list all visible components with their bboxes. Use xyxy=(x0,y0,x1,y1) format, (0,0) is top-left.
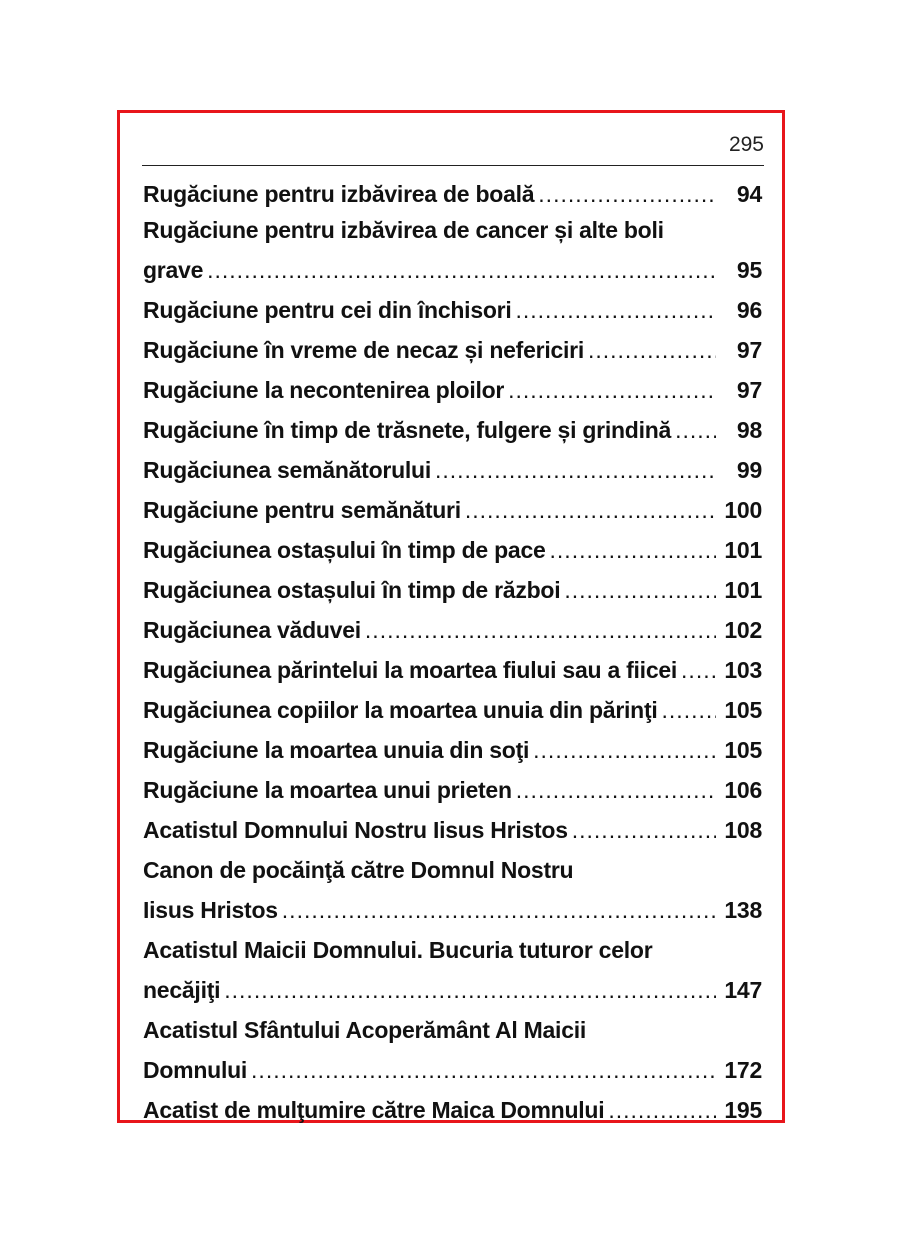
toc-entry[interactable] xyxy=(143,612,762,652)
toc-entry-title: Rugăciune în timp de trăsnete, fulgere și grindină xyxy=(143,417,672,443)
toc-entry[interactable] xyxy=(143,932,762,1012)
dot-leader xyxy=(282,892,716,928)
toc-entry-page: 108 xyxy=(724,817,762,843)
dot-leader xyxy=(564,572,716,608)
toc-entry-title: Acatistul Maicii Domnului. Bucuria tuturor celor xyxy=(143,937,653,963)
toc-entry[interactable] xyxy=(143,332,762,372)
dot-leader xyxy=(662,692,716,728)
toc-entry[interactable] xyxy=(143,292,762,332)
toc-entry-page: 99 xyxy=(736,457,762,483)
toc-entry[interactable] xyxy=(143,692,762,732)
dot-leader xyxy=(516,772,716,808)
toc-entry-page: 106 xyxy=(724,777,762,803)
toc-entry-title: Acatist de mulţumire către Maica Domnului xyxy=(143,1097,605,1123)
toc-entry[interactable] xyxy=(143,212,762,292)
toc-entry-title: grave xyxy=(143,257,204,283)
toc-entry[interactable] xyxy=(143,772,762,812)
toc-entry-title: Rugăciune pentru semănături xyxy=(143,497,461,523)
toc-entry[interactable] xyxy=(143,532,762,572)
toc-entry-title: Rugăciune pentru izbăvirea de cancer și alte boli xyxy=(143,217,664,243)
toc-entry-page: 102 xyxy=(724,617,762,643)
dot-leader xyxy=(207,252,716,288)
toc-entry-title: Rugăciunea văduvei xyxy=(143,617,361,643)
dot-leader xyxy=(508,372,716,408)
dot-leader xyxy=(533,732,716,768)
dot-leader xyxy=(365,612,716,648)
dot-leader xyxy=(681,652,716,688)
toc-entry[interactable] xyxy=(143,412,762,452)
dot-leader xyxy=(516,292,717,328)
toc-entry-title: Rugăciunea ostașului în timp de război xyxy=(143,577,561,603)
toc-entry[interactable] xyxy=(143,176,762,212)
dot-leader xyxy=(572,812,716,848)
toc-entry[interactable] xyxy=(143,652,762,692)
toc-entry-page: 103 xyxy=(724,657,762,683)
toc-entry[interactable] xyxy=(143,492,762,532)
dot-leader xyxy=(224,972,716,1008)
header-rule xyxy=(142,165,764,166)
dot-leader xyxy=(538,176,716,212)
toc-entry-title: Rugăciune pentru izbăvirea de boală xyxy=(143,181,535,207)
toc-entry-page: 195 xyxy=(724,1097,762,1123)
toc-entry-title: Rugăciunea părintelui la moartea fiului sau a fiicei xyxy=(143,657,678,683)
dot-leader xyxy=(251,1052,716,1088)
toc-entry-title: Acatistul Domnului Nostru Iisus Hristos xyxy=(143,817,568,843)
toc-entry-title: necăjiţi xyxy=(143,977,221,1003)
toc-entry-page: 147 xyxy=(724,977,762,1003)
toc-entry[interactable] xyxy=(143,1092,762,1132)
toc-entry-page: 96 xyxy=(736,297,762,323)
toc-entry[interactable] xyxy=(143,572,762,612)
toc-entry[interactable] xyxy=(143,372,762,412)
toc-entry[interactable] xyxy=(143,452,762,492)
toc-entry-title: Canon de pocăinţă către Domnul Nostru xyxy=(143,857,574,883)
toc-entry-title: Rugăciune pentru cei din închisori xyxy=(143,297,512,323)
toc-entry[interactable] xyxy=(143,1012,762,1092)
toc-entry-page: 138 xyxy=(724,897,762,923)
toc-entry-page: 101 xyxy=(724,537,762,563)
dot-leader xyxy=(550,532,716,568)
toc-entry-page: 105 xyxy=(724,697,762,723)
dot-leader xyxy=(435,452,716,488)
toc-entry-page: 95 xyxy=(736,257,762,283)
dot-leader xyxy=(465,492,716,528)
toc-entry-title: Rugăciunea copiilor la moartea unuia din părinţi xyxy=(143,697,658,723)
toc-entry-title: Rugăciunea ostașului în timp de pace xyxy=(143,537,546,563)
toc-entry-title: Acatistul Sfântului Acoperământ Al Maicii xyxy=(143,1017,587,1043)
table-of-contents xyxy=(143,176,762,1132)
toc-entry-page: 97 xyxy=(736,337,762,363)
toc-entry[interactable] xyxy=(143,812,762,852)
toc-entry-title: Iisus Hristos xyxy=(143,897,278,923)
toc-entry-title: Rugăciune în vreme de necaz și nefericiri xyxy=(143,337,584,363)
toc-entry[interactable] xyxy=(143,852,762,932)
toc-entry-page: 100 xyxy=(724,497,762,523)
page-number: 295 xyxy=(728,133,764,156)
toc-entry-title: Rugăciune la moartea unuia din soţi xyxy=(143,737,530,763)
toc-entry-title: Domnului xyxy=(143,1057,248,1083)
dot-leader xyxy=(588,332,716,368)
dot-leader xyxy=(675,412,716,448)
dot-leader xyxy=(608,1092,716,1128)
toc-entry[interactable] xyxy=(143,732,762,772)
toc-entry-title: Rugăciune la moartea unui prieten xyxy=(143,777,512,803)
toc-entry-page: 101 xyxy=(724,577,762,603)
toc-entry-page: 94 xyxy=(736,181,762,207)
toc-entry-title: Rugăciune la necontenirea ploilor xyxy=(143,377,505,403)
toc-entry-page: 105 xyxy=(724,737,762,763)
toc-entry-page: 172 xyxy=(724,1057,762,1083)
toc-entry-page: 97 xyxy=(736,377,762,403)
toc-entry-page: 98 xyxy=(736,417,762,443)
toc-entry-title: Rugăciunea semănătorului xyxy=(143,457,431,483)
